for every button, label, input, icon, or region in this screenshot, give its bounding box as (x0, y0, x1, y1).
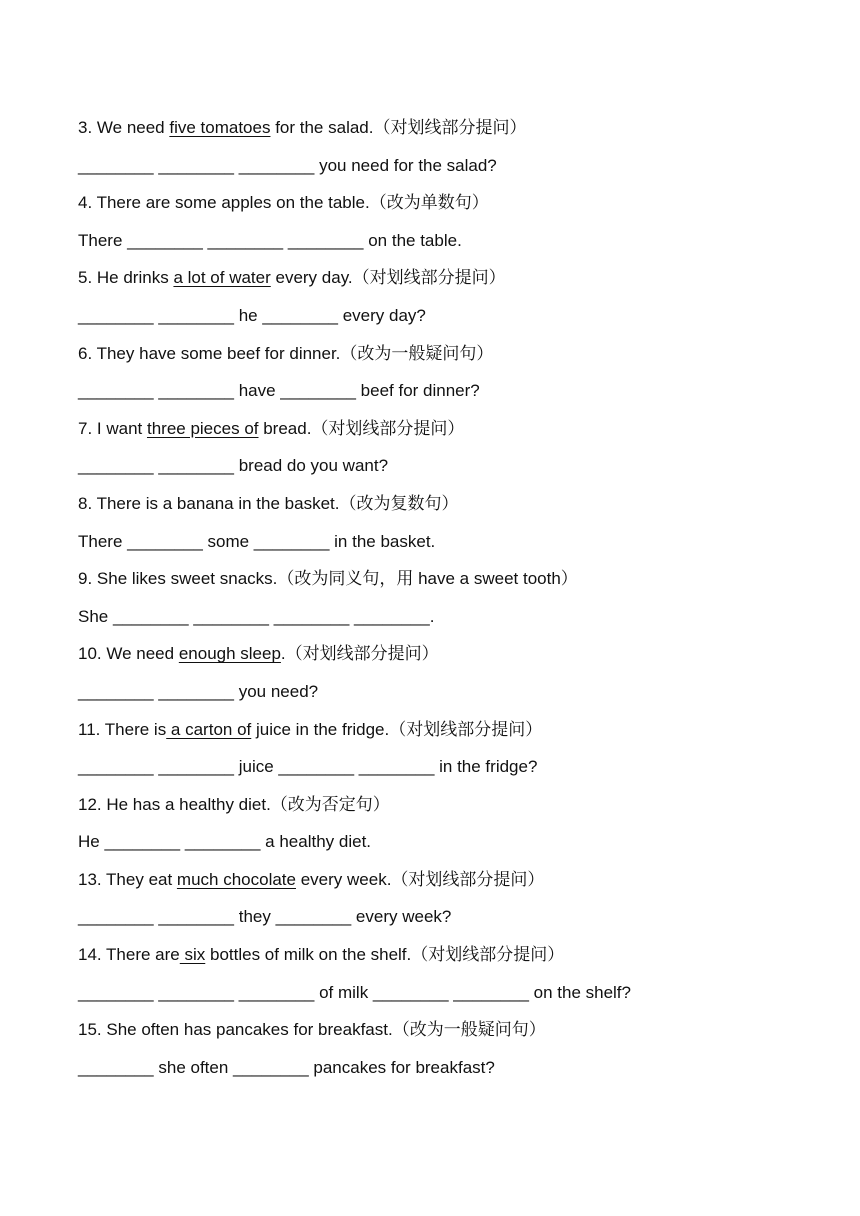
exercise-answer-line (78, 302, 838, 340)
exercise-list (78, 114, 838, 1091)
line-text: There ________ ________ ________ on the table. (78, 230, 462, 250)
exercise-question (78, 565, 838, 603)
line-text: ________ ________ they ________ every week? (78, 907, 452, 927)
underlined-phrase: a lot of water (173, 268, 271, 288)
line-text: every week.（对划线部分提问） (296, 869, 545, 889)
exercise-answer-line (78, 753, 838, 791)
exercise-question (78, 340, 838, 378)
exercise-answer-line (78, 678, 838, 716)
underlined-phrase: much chocolate (176, 869, 296, 889)
line-text: ________ she often ________ pancakes for breakfast? (78, 1057, 495, 1077)
line-text: ________ ________ bread do you want? (78, 456, 389, 476)
underlined-phrase: five tomatoes (169, 118, 271, 137)
exercise-question (78, 189, 838, 227)
exercise-question (78, 941, 838, 979)
line-text: .（对划线部分提问） (280, 644, 439, 664)
exercise-answer-line (78, 828, 838, 866)
exercise-question (78, 114, 838, 152)
line-text: 4. There are some apples on the table.（改为单数句） (78, 193, 489, 213)
exercise-answer-line (78, 528, 838, 566)
exercise-question (78, 490, 838, 528)
underlined-phrase: a carton of (166, 719, 252, 739)
exercise-question (78, 415, 838, 453)
line-text: bottles of milk on the shelf.（对划线部分提问） (205, 945, 565, 965)
exercise-answer-line (78, 152, 838, 190)
line-text: 6. They have some beef for dinner.（改为一般疑问句） (78, 343, 494, 363)
exercise-question (78, 791, 838, 829)
exercise-answer-line (78, 979, 838, 1017)
line-text: 15. She often has pancakes for breakfast.（改为一般疑问句） (78, 1020, 546, 1040)
exercise-answer-line (78, 377, 838, 415)
line-text: ________ ________ ________ you need for the salad? (78, 155, 497, 175)
exercise-answer-line (78, 603, 838, 641)
line-text: bread.（对划线部分提问） (258, 418, 465, 438)
exercise-answer-line (78, 227, 838, 265)
line-text: 3. We need (78, 118, 170, 137)
line-text: 5. He drinks (78, 268, 174, 288)
line-text: 8. There is a banana in the basket.（改为复数句） (78, 493, 459, 513)
exercise-answer-line (78, 452, 838, 490)
exercise-question (78, 264, 838, 302)
line-text: ________ ________ juice ________ ________ in the fridge? (78, 757, 538, 777)
line-text: ________ ________ ________ of milk ________ ________ on the shelf? (78, 982, 631, 1002)
line-text: 14. There are (78, 945, 180, 965)
underlined-phrase: three pieces of (146, 418, 259, 438)
line-text: She ________ ________ ________ ________. (78, 606, 435, 626)
line-text: ________ ________ have ________ beef for dinner? (78, 381, 480, 401)
line-text: every day.（对划线部分提问） (270, 268, 506, 288)
exercise-answer-line (78, 903, 838, 941)
exercise-question (78, 866, 838, 904)
line-text: 11. There is (78, 719, 167, 739)
line-text: 10. We need (78, 644, 179, 664)
line-text: There ________ some ________ in the basket. (78, 531, 436, 551)
underlined-phrase: enough sleep (178, 644, 281, 664)
line-text: ________ ________ he ________ every day? (78, 305, 426, 325)
underlined-phrase: six (179, 945, 206, 965)
line-text: 13. They eat (78, 869, 177, 889)
exercise-question (78, 640, 838, 678)
line-text: He ________ ________ a healthy diet. (78, 832, 372, 852)
exercise-question (78, 716, 838, 754)
exercise-question (78, 1016, 838, 1054)
line-text: 12. He has a healthy diet.（改为否定句） (78, 794, 390, 814)
line-text: 9. She likes sweet snacks.（改为同义句，用 have a sweet tooth） (78, 569, 578, 589)
exercise-answer-line (78, 1054, 838, 1092)
line-text: 7. I want (78, 418, 147, 438)
line-text: for the salad.（对划线部分提问） (270, 118, 527, 137)
line-text: juice in the fridge.（对划线部分提问） (251, 719, 543, 739)
line-text: ________ ________ you need? (78, 681, 319, 701)
